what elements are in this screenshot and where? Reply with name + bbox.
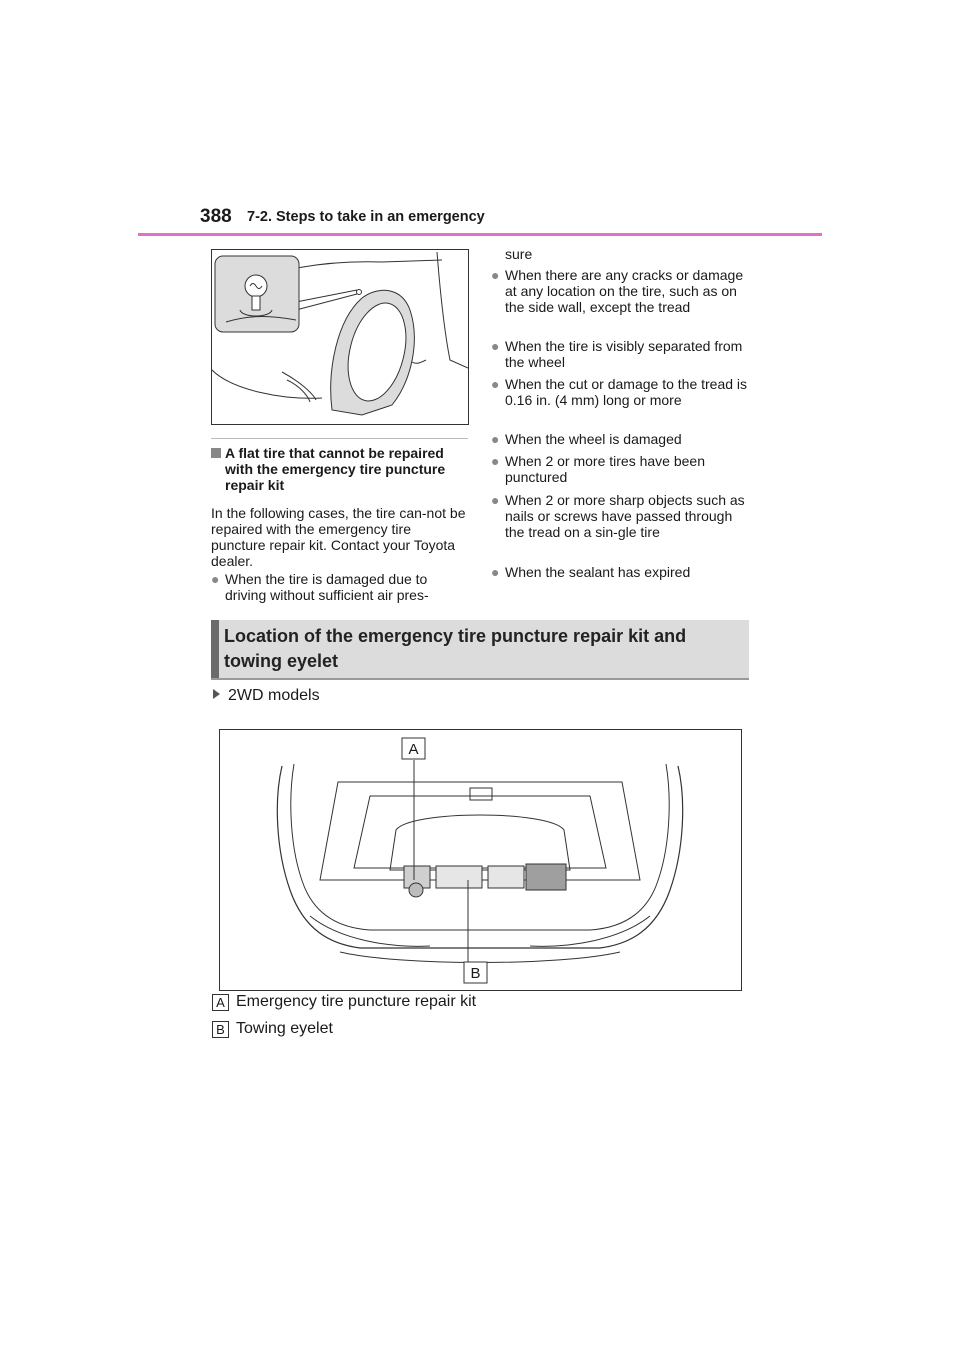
bullet-dot-icon: ● — [491, 564, 500, 580]
legend-item-a — [212, 993, 476, 1011]
model-label — [213, 687, 320, 705]
banner-title: Location of the emergency tire puncture repair kit and towing eyelet — [224, 626, 687, 671]
bullet-dot-icon: ● — [491, 492, 500, 508]
bullet-dot-icon: ● — [491, 431, 500, 447]
bullet-text: When 2 or more sharp objects such as nails or screws have passed through the tread on a sin-gle tire — [505, 492, 745, 540]
bullet-text: When 2 or more tires have been punctured — [505, 453, 705, 485]
section-title: 7-2. Steps to take in an emergency — [247, 209, 485, 225]
bullet-dot-icon: ● — [491, 338, 500, 354]
bullet-item — [491, 564, 753, 580]
subheading-text: A flat tire that cannot be repaired with the emergency tire puncture repair kit — [225, 445, 446, 493]
model-label-text: 2WD models — [228, 687, 320, 704]
bullet-dot-icon: ● — [211, 571, 220, 587]
bullet-text: When the sealant has expired — [505, 564, 691, 580]
bullet-dot-icon: ● — [491, 267, 500, 283]
triangle-arrow-icon — [213, 689, 220, 699]
column-divider — [211, 438, 468, 439]
page-number: 388 — [200, 206, 232, 227]
towing-eyelet-illustration-icon — [212, 250, 468, 424]
square-bullet-icon — [211, 448, 221, 458]
bullet-text: When there are any cracks or damage at any location on the tire, such as on the side wall, except the tread — [505, 267, 744, 315]
bullet-continuation: sure — [505, 246, 533, 262]
figure-towing-eyelet — [211, 249, 469, 425]
subheading — [211, 445, 471, 493]
bullet-text: When the wheel is damaged — [505, 431, 682, 447]
legend-key-a: A — [212, 994, 229, 1011]
trunk-rear-view-illustration-icon — [220, 730, 741, 990]
legend-item-b — [212, 1020, 333, 1038]
bullet-item — [491, 492, 753, 540]
legend-key-b: B — [212, 1021, 229, 1038]
figure-trunk — [219, 729, 742, 991]
legend-label-a: Emergency tire puncture repair kit — [236, 993, 477, 1010]
intro-paragraph: In the following cases, the tire can-not be repaired with the emergency tire puncture repair kit. Contact your Toyota dealer. — [211, 505, 466, 569]
bullet-text: When the cut or damage to the tread is 0.16 in. (4 mm) long or more — [505, 376, 748, 408]
bullet-item — [491, 376, 753, 408]
banner-accent-bar — [211, 620, 219, 678]
callout-a: A — [408, 741, 419, 758]
section-banner — [211, 620, 749, 680]
bullet-text: When the tire is visibly separated from the wheel — [505, 338, 743, 370]
bullet-dot-icon: ● — [491, 453, 500, 469]
callout-b: B — [470, 965, 481, 982]
bullet-item — [491, 431, 753, 447]
bullet-item — [491, 453, 753, 485]
bullet-text: When the tire is damaged due to driving without sufficient air pres- — [225, 571, 429, 603]
bullet-item — [491, 267, 753, 315]
bullet-item — [491, 338, 753, 370]
legend-label-b: Towing eyelet — [236, 1020, 333, 1037]
bullet-dot-icon: ● — [491, 376, 500, 392]
bullet-item — [211, 571, 467, 603]
header-divider — [138, 233, 822, 236]
